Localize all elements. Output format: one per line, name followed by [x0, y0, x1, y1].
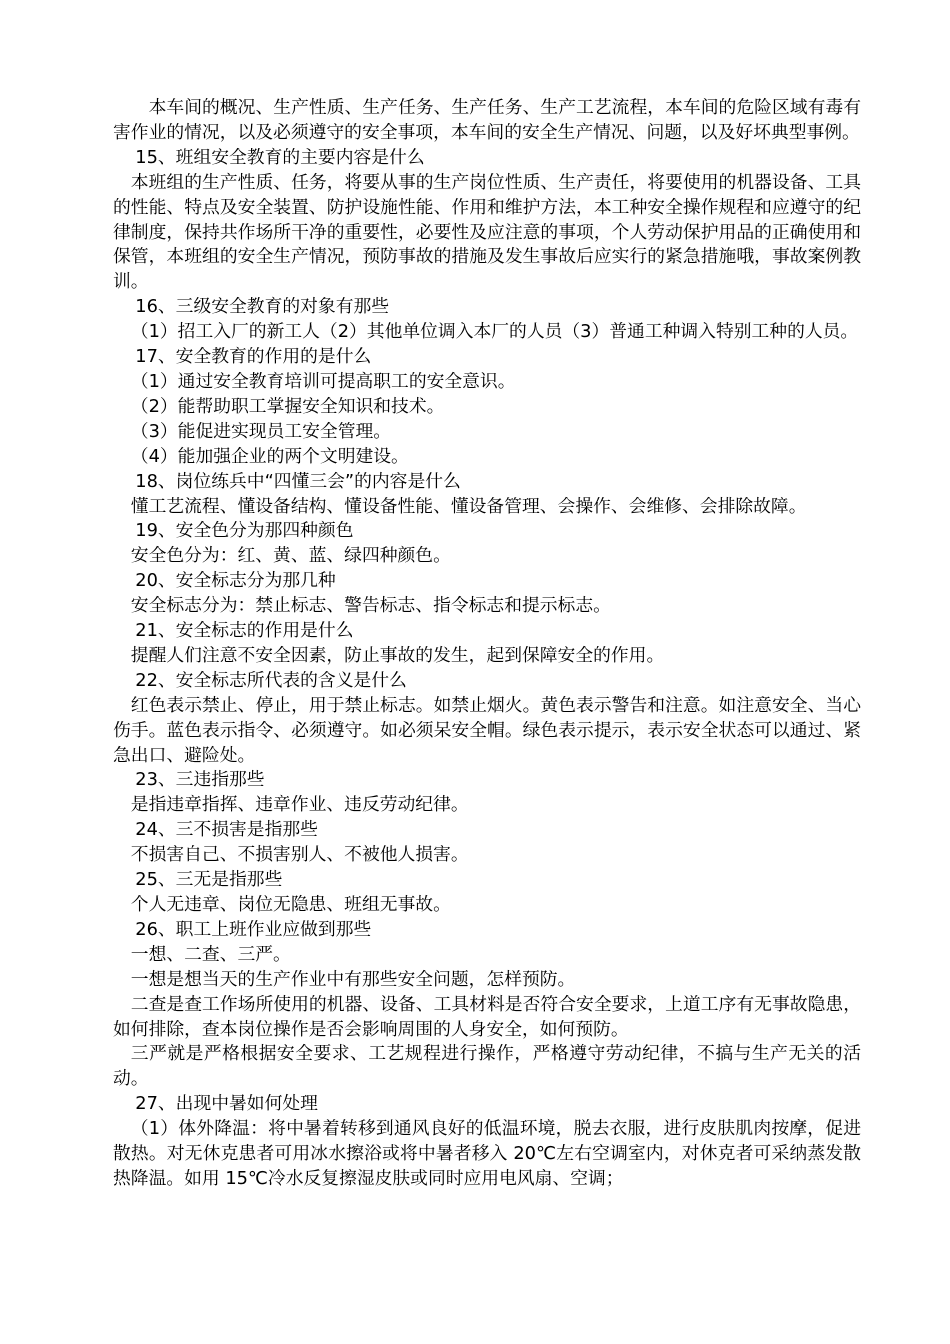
question-heading: 24、三不损害是指那些 [135, 819, 318, 841]
question-heading: 22、安全标志所代表的含义是什么 [135, 669, 407, 691]
question-heading: 23、三违指那些 [135, 769, 265, 791]
paragraph: （1）体外降温：将中暑着转移到通风良好的低温环境，脱去衣服，进行皮肤肌肉按摩，促进散热。对无休克患者可用冰水擦浴或将中暑者移入 20℃左右空调室内，对休克者可采纳蒸发散热降温。如用 15℃冷水反复擦湿皮肤或同时应用电风扇、空调； [113, 1118, 861, 1189]
paragraph: 三严就是严格根据安全要求、工艺规程进行操作，严格遵守劳动纪律，不搞与生产无关的活动。 [113, 1043, 861, 1090]
paragraph: （1）招工入厂的新工人（2）其他单位调入本厂的人员（3）普通工种调入特别工种的人员。 [130, 321, 859, 343]
paragraph: 是指违章指挥、违章作业、违反劳动纪律。 [130, 794, 469, 816]
paragraph: 懂工艺流程、懂设备结构、懂设备性能、懂设备管理、会操作、会维修、会排除故障。 [130, 495, 807, 517]
paragraph: 个人无违章、岗位无隐患、班组无事故。 [130, 894, 451, 915]
list-item: （2）能帮助职工掌握安全知识和技术。 [130, 395, 445, 417]
question-heading: 25、三无是指那些 [135, 869, 283, 891]
paragraph: 本班组的生产性质、任务，将要从事的生产岗位性质、生产责任，将要使用的机器设备、工具的性能、特点及安全装置、防护设施性能、作用和维护方法，本工种安全操作规程和应遵守的纪律制度，保持共作场所干净的重要性，必要性及应注意的事项，个人劳动保护用品的正确使用和保管，本班组的安全生产情况，预防事故的措施及发生事故后应实行的紧急措施哦，事故案例教训。 [113, 171, 861, 293]
paragraph: 一想是想当天的生产作业中有那些安全问题，怎样预防。 [130, 968, 576, 990]
list-item: （1）通过安全教育培训可提高职工的安全意识。 [130, 370, 516, 392]
list-item: （4）能加强企业的两个文明建设。 [130, 445, 409, 467]
question-heading: 17、安全教育的作用的是什么 [135, 346, 372, 368]
paragraph: 不损害自己、不损害别人、不被他人损害。 [130, 844, 469, 866]
paragraph: 一想、二查、三严。 [130, 943, 291, 965]
paragraph: 提醒人们注意不安全因素，防止事故的发生，起到保障安全的作用。 [130, 644, 665, 666]
question-heading: 21、安全标志的作用是什么 [135, 620, 354, 642]
paragraph: 红色表示禁止、停止，用于禁止标志。如禁止烟火。黄色表示警告和注意。如注意安全、当心伤手。蓝色表示指令、必须遵守。如必须呆安全帽。绿色表示提示，表示安全状态可以通过、紧急出口、避险处。 [113, 694, 861, 766]
question-heading: 18、岗位练兵中“四懂三会”的内容是什么 [135, 470, 461, 492]
question-heading: 20、安全标志分为那几种 [135, 570, 336, 592]
question-heading: 15、班组安全教育的主要内容是什么 [135, 146, 425, 168]
document-body [113, 96, 861, 1192]
list-item: （3）能促进实现员工安全管理。 [130, 420, 392, 442]
paragraph: 二查是查工作场所使用的机器、设备、工具材料是否符合安全要求，上道工序有无事故隐患，如何排除，查本岗位操作是否会影响周围的人身安全，如何预防。 [113, 993, 861, 1040]
question-heading: 19、安全色分为那四种颜色 [135, 520, 354, 542]
paragraph: 安全标志分为：禁止标志、警告标志、指令标志和提示标志。 [130, 595, 611, 617]
question-heading: 26、职工上班作业应做到那些 [135, 918, 372, 940]
question-heading: 27、出现中暑如何处理 [135, 1093, 318, 1115]
paragraph: 安全色分为：红、黄、蓝、绿四种颜色。 [130, 545, 451, 567]
question-heading: 16、三级安全教育的对象有那些 [135, 296, 390, 318]
paragraph: 本车间的概况、生产性质、生产任务、生产任务、生产工艺流程，本车间的危险区域有毒有害作业的情况，以及必须遵守的安全事项，本车间的安全生产情况、问题，以及好坏典型事例。 [113, 97, 861, 143]
